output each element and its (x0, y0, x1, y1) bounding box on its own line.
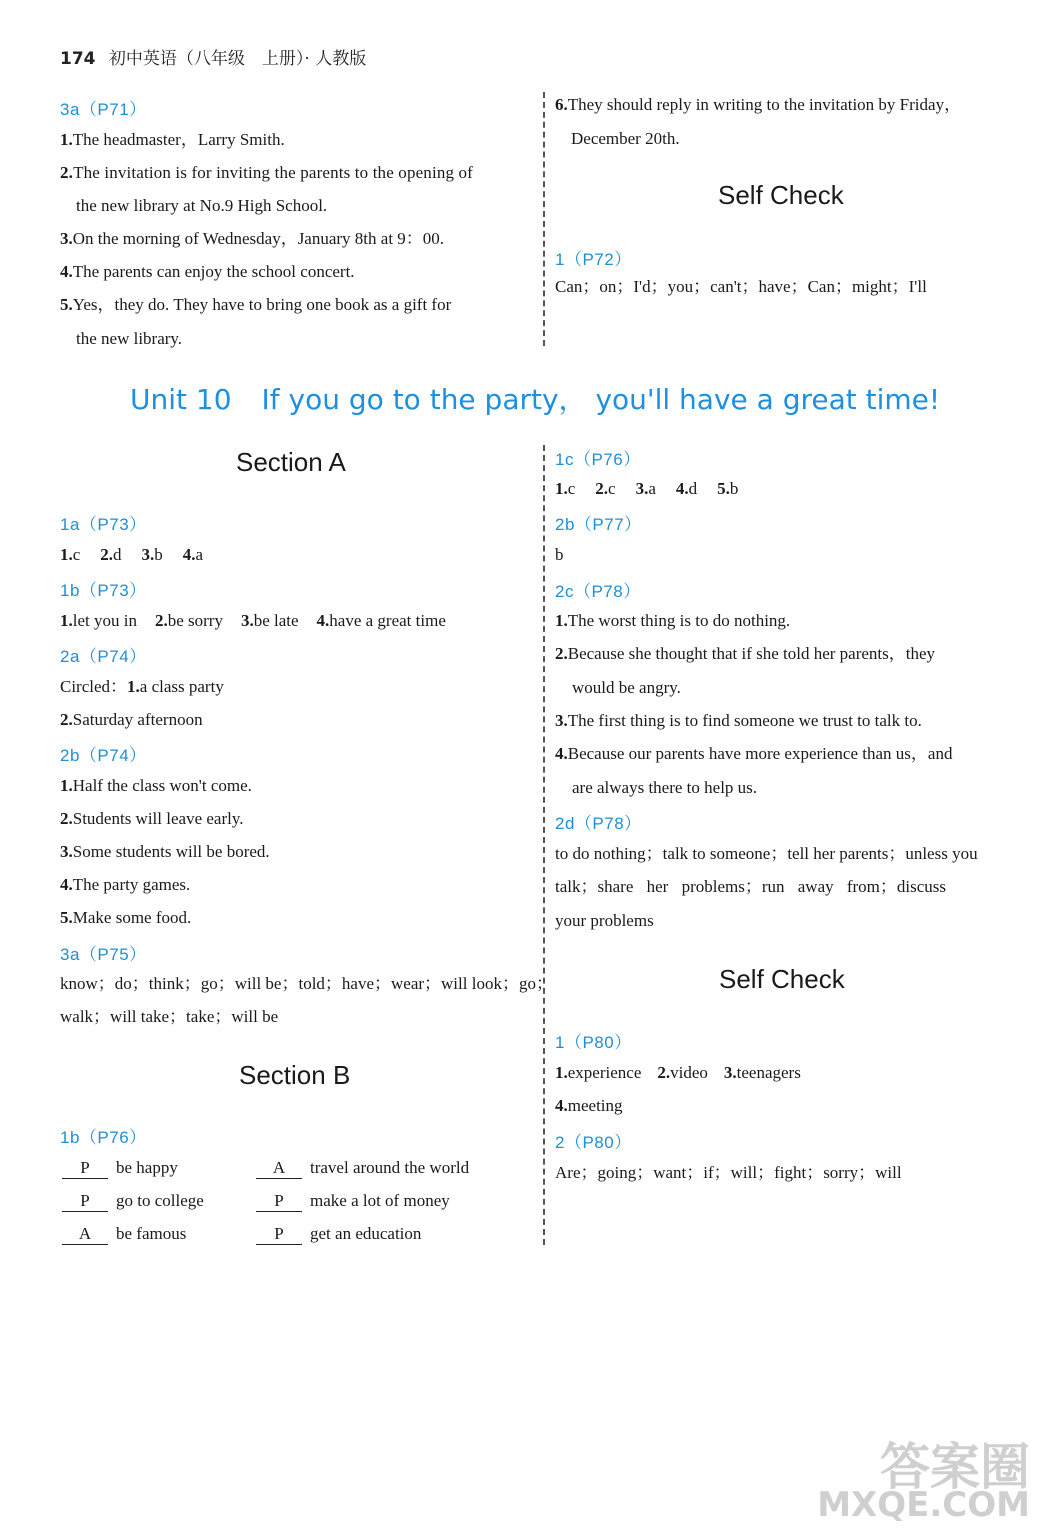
answer-line: 5.Make some food. (60, 908, 192, 927)
unit-number: Unit 10 (130, 383, 232, 416)
section-heading-self-check: Self Check (718, 180, 844, 210)
answer-line: b (555, 545, 564, 564)
unit-name: If you go to the party， you'll have a great time! (261, 383, 941, 416)
answer-line: Circled：1.a class party (60, 677, 224, 696)
exercise-label-3a-p75: 3a（P75） (60, 945, 147, 964)
answer-line: 4.The parents can enjoy the school concert. (60, 262, 355, 281)
answer-line: talk；share her problems；run away from；discuss (555, 877, 947, 896)
answer-line-continued: would be angry. (572, 678, 681, 697)
answer-line: walk；will take；take；will be (60, 1007, 279, 1026)
answer-line: 1.let you in 2.be sorry 3.be late 4.have a great time (60, 611, 446, 630)
answer-line: 3.Some students will be bored. (60, 842, 270, 861)
answer-line-continued: the new library at No.9 High School. (76, 196, 328, 215)
answer-line-continued: December 20th. (571, 129, 680, 148)
answer-line: 1.c 2.c 3.a 4.d 5.b (555, 479, 739, 498)
exercise-label-1a-p73: 1a（P73） (60, 515, 147, 534)
answer-line: 1.experience 2.video 3.teenagers (555, 1063, 801, 1082)
exercise-label-3a-p71: 3a（P71） (60, 100, 147, 119)
column-divider (543, 445, 545, 1245)
exercise-label-1-p72: 1（P72） (555, 250, 632, 269)
exercise-label-1b-p73: 1b（P73） (60, 581, 147, 600)
book-title: 初中英语（八年级 上册）· 人教版 (108, 49, 367, 69)
answer-line: 1.The worst thing is to do nothing. (555, 611, 791, 630)
exercise-label-2-p80: 2（P80） (555, 1133, 632, 1152)
answer-line: Can；on；I'd；you；can't；have；Can；might；I'll (555, 277, 927, 296)
unit-title (130, 378, 940, 418)
answer-line: 1.Half the class won't come. (60, 776, 252, 795)
answer-line: 2.The invitation is for inviting the parents to the opening of (60, 163, 473, 182)
answer-line: 3.On the morning of Wednesday，January 8th at 9：00. (60, 229, 445, 248)
table-row: P make a lot of money (256, 1191, 450, 1212)
answer-line: 4.Because our parents have more experience than us，and (555, 744, 953, 763)
table-row: A travel around the world (256, 1158, 469, 1179)
table-row: P go to college (62, 1191, 204, 1212)
exercise-label-1b-p76: 1b（P76） (60, 1128, 147, 1147)
answer-line: 3.The first thing is to find someone we trust to talk to. (555, 711, 922, 730)
table-row: P get an education (256, 1224, 421, 1245)
answer-line: 2.Because she thought that if she told her parents，they (555, 644, 936, 663)
answer-line: 6.They should reply in writing to the invitation by Friday， (555, 95, 962, 114)
answer-line: 4.meeting (555, 1096, 623, 1115)
answer-line: 4.The party games. (60, 875, 191, 894)
answer-line-continued: are always there to help us. (572, 778, 758, 797)
exercise-label-2c-p78: 2c（P78） (555, 582, 641, 601)
answer-line: 5.Yes，they do. They have to bring one book as a gift for (60, 295, 452, 314)
answer-line: Are；going；want；if；will；fight；sorry；will (555, 1163, 902, 1182)
answer-line: 2.Saturday afternoon (60, 710, 203, 729)
section-heading-a: Section A (236, 447, 346, 477)
page-header (60, 44, 366, 69)
exercise-label-1c-p76: 1c（P76） (555, 450, 641, 469)
answer-line: 1.c 2.d 3.b 4.a (60, 545, 204, 564)
exercise-label-2b-p74: 2b（P74） (60, 746, 147, 765)
answer-line: to do nothing；talk to someone；tell her parents；unless you (555, 844, 978, 863)
exercise-label-2a-p74: 2a（P74） (60, 647, 147, 666)
answer-line: 1.The headmaster，Larry Smith. (60, 130, 285, 149)
watermark-logo-text: 答案圈 (880, 1438, 1030, 1496)
answer-line: 2.Students will leave early. (60, 809, 244, 828)
answer-line-continued: the new library. (76, 329, 183, 348)
answer-line: your problems (555, 911, 654, 930)
exercise-label-1-p80: 1（P80） (555, 1033, 632, 1052)
section-heading-b: Section B (239, 1060, 351, 1090)
column-divider (543, 92, 545, 346)
exercise-label-2b-p77: 2b（P77） (555, 515, 642, 534)
watermark (817, 1438, 1030, 1525)
exercise-label-2d-p78: 2d（P78） (555, 814, 642, 833)
section-heading-self-check: Self Check (719, 964, 845, 994)
page-number: 174 (60, 49, 96, 69)
table-row: P be happy (62, 1158, 178, 1179)
answer-line: know；do；think；go；will be；told；have；wear；will look；go； (60, 974, 553, 993)
watermark-url: MXQE.COM (817, 1485, 1030, 1525)
table-row: A be famous (62, 1224, 186, 1245)
